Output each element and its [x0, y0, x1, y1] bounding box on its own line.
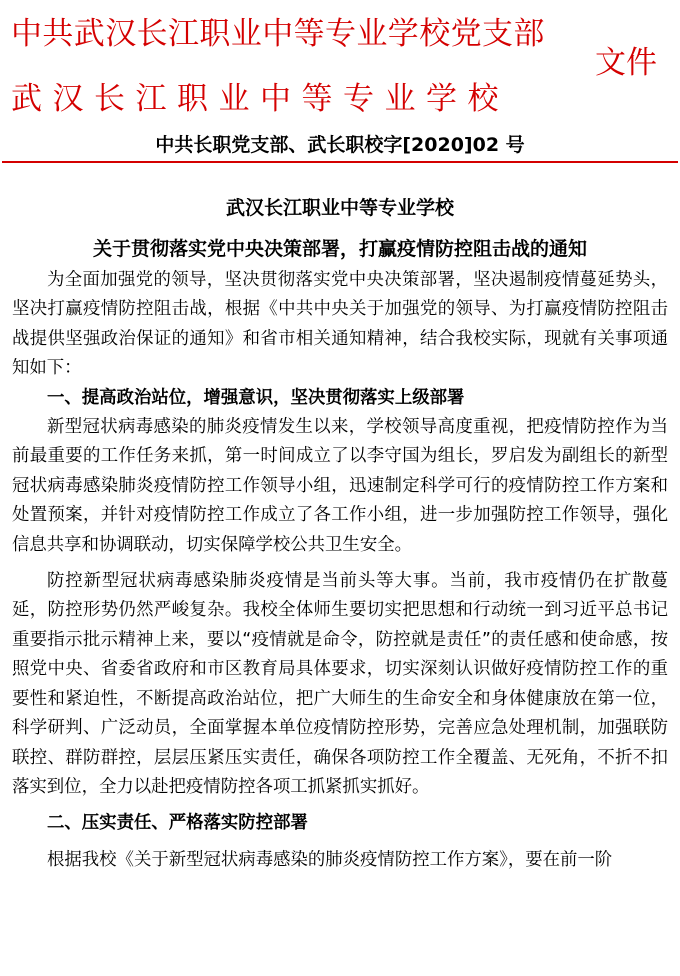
notice-title-line-1: 武汉长江职业中等专业学校: [225, 197, 454, 219]
document-body: [12, 266, 668, 875]
intro-paragraph: 为全面加强党的领导，坚决贯彻落实党中央决策部署，坚决遏制疫情蔓延势头，坚决打赢疫情防控阻击战，根据《中共中央关于加强党的领导、为打赢疫情防控阻击战提供坚强政治保证的通知》和省市相关通知精神，结合我校实际，现就有关事项通知如下：: [12, 270, 668, 379]
document-type-label: 文件: [595, 45, 657, 81]
section-2-heading: 二、压实责任、严格落实防控部署: [47, 813, 308, 834]
notice-title-line-2: 关于贯彻落实党中央决策部署，打赢疫情防控阻击战的通知: [92, 238, 587, 260]
issuer-line-2: 武汉长江职业中等专业学校: [11, 81, 509, 117]
section-2-paragraph-1: 根据我校《关于新型冠状病毒感染的肺炎疫情防控工作方案》，要在前一阶: [47, 849, 613, 870]
section-1-heading: 一、提高政治站位，增强意识，坚决贯彻落实上级部署: [47, 387, 465, 408]
section-1-paragraph-1: 新型冠状病毒感染的肺炎疫情发生以来，学校领导高度重视，把疫情防控作为当前最重要的工作任务来抓，第一时间成立了以李守国为组长，罗启发为副组长的新型冠状病毒感染肺炎疫情防控工作领导小组，迅速制定科学可行的疫情防控工作方案和处置预案，并针对疫情防控工作成立了各工作小组，进一步加强防控工作领导，强化信息共享和协调联动，切实保障学校公共卫生安全。: [12, 417, 668, 555]
issuer-line-1: 中共武汉长江职业中等专业学校党支部: [11, 16, 545, 52]
section-1-paragraph-2: 防控新型冠状病毒感染肺炎疫情是当前头等大事。当前，我市疫情仍在扩散蔓延，防控形势仍然严峻复杂。我校全体师生要切实把思想和行动统一到习近平总书记重要指示批示精神上来，要以“疫情就是命令，防控就是责任”的责任感和使命感，按照党中央、省委省政府和市区教育局具体要求，切实深刻认识做好疫情防控工作的重要性和紧迫性，不断提高政治站位，把广大师生的生命安全和身体健康放在第一位，科学研判、广泛动员，全面掌握本单位疫情防控形势，完善应急处理机制，加强联防联控、群防群控，层层压紧压实责任，确保各项防控工作全覆盖、无死角，不折不扣落实到位，全力以赴把疫情防控各项工抓紧抓实抓好。: [12, 571, 668, 797]
red-divider-line: [2, 161, 678, 163]
document-number: 中共长职党支部、武长职校字[2020]02 号: [155, 134, 525, 156]
